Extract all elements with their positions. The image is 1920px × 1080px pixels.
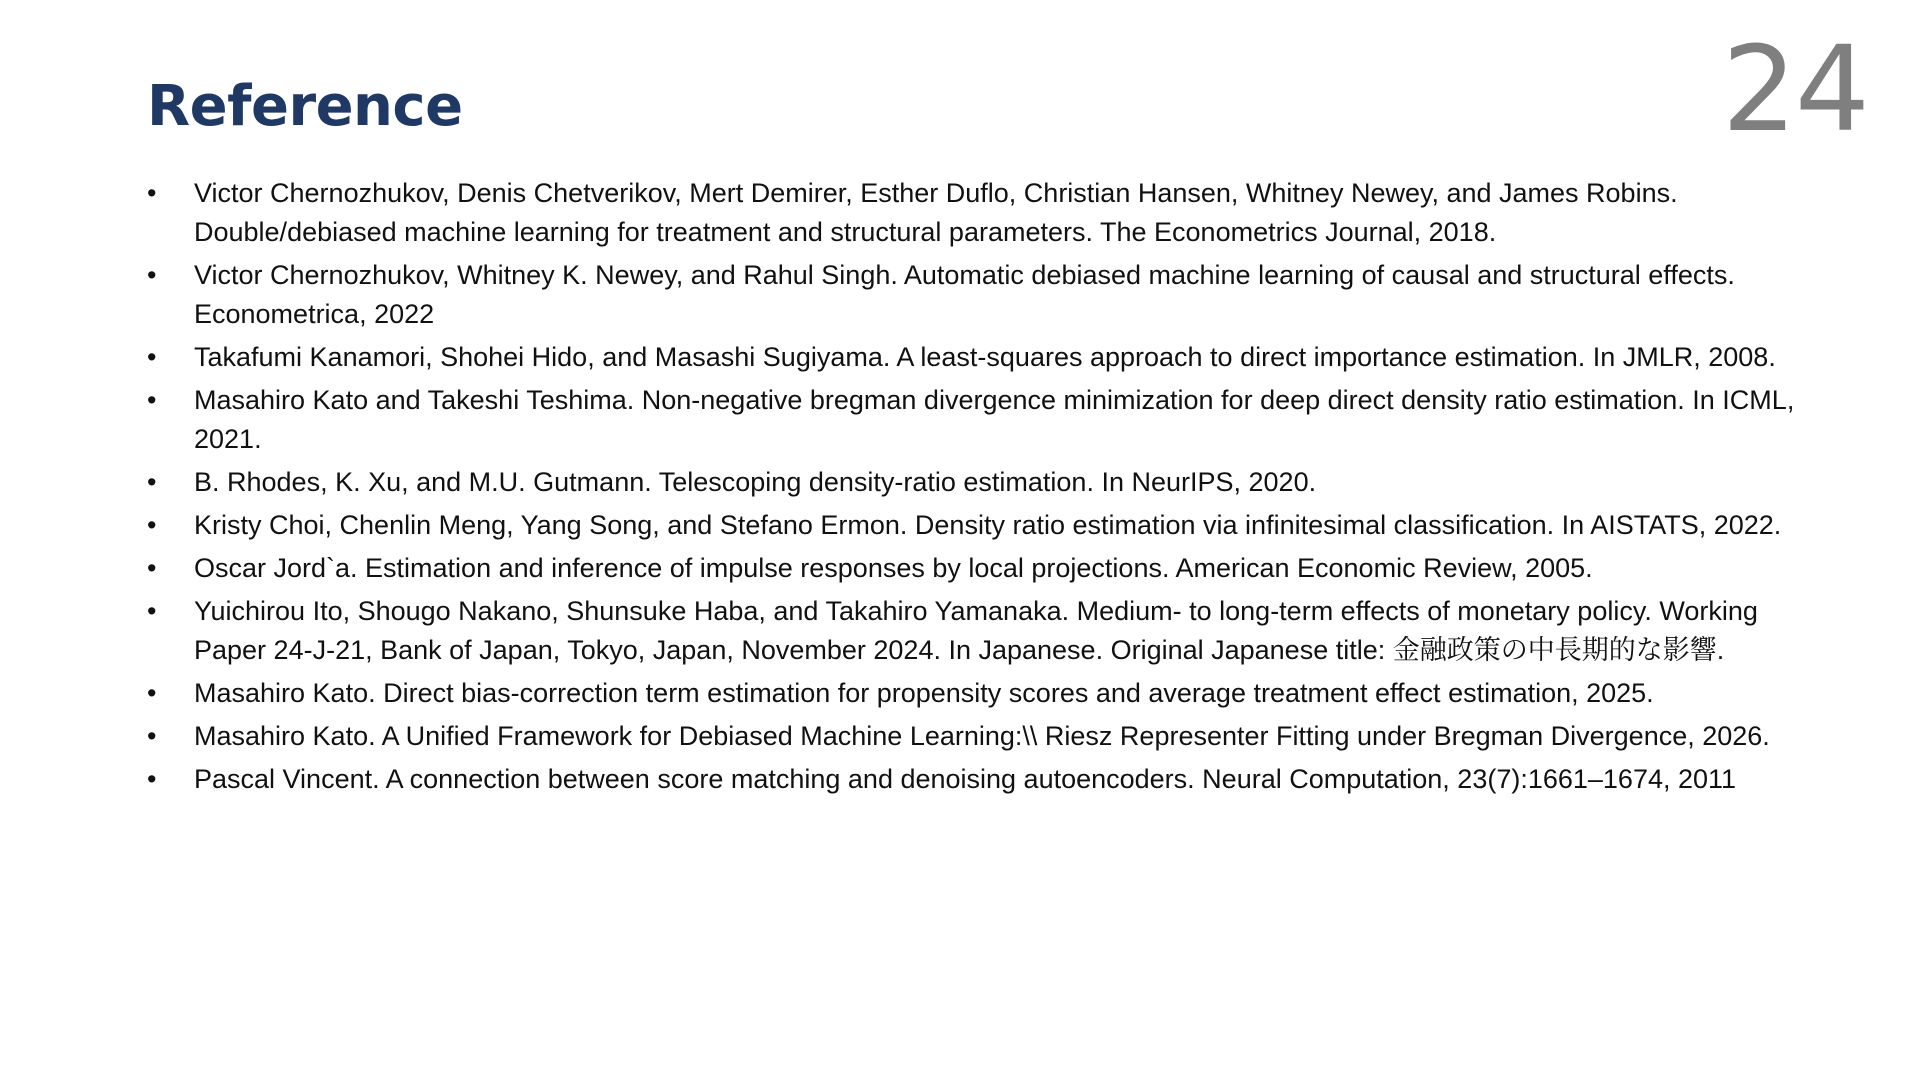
- reference-item: [147, 463, 1807, 502]
- reference-list: [147, 174, 1807, 803]
- bullet-icon: •: [147, 678, 157, 708]
- reference-item: [147, 717, 1807, 756]
- reference-item: [147, 338, 1807, 377]
- bullet-icon: •: [147, 510, 157, 540]
- reference-text: Victor Chernozhukov, Denis Chetverikov, Mert Demirer, Esther Duflo, Christian Hansen, Whitney Newey, and James Robins. Double/debiased machine learning for treatment and structural parameters. The Econometrics Journal, 2018.: [194, 178, 1678, 247]
- reference-text: Victor Chernozhukov, Whitney K. Newey, and Rahul Singh. Automatic debiased machine learning of causal and structural effects. Econometrica, 2022: [194, 260, 1735, 329]
- reference-text: Pascal Vincent. A connection between score matching and denoising autoencoders. Neural Computation, 23(7):1661–1674, 2011: [194, 764, 1737, 794]
- bullet-icon: •: [147, 178, 157, 208]
- reference-item: [147, 174, 1807, 252]
- reference-text: Masahiro Kato. Direct bias-correction term estimation for propensity scores and average treatment effect estimation, 2025.: [194, 678, 1654, 708]
- reference-text: Yuichirou Ito, Shougo Nakano, Shunsuke Haba, and Takahiro Yamanaka. Medium- to long-term effects of monetary policy. Working Paper 24-J-21, Bank of Japan, Tokyo, Japan, November 2024. In Japanese. Original Japanese title: 金融政策の中長期的な影響.: [194, 596, 1758, 665]
- reference-text: Kristy Choi, Chenlin Meng, Yang Song, and Stefano Ermon. Density ratio estimation via infinitesimal classification. In AISTATS, 2022.: [194, 510, 1782, 540]
- reference-item: [147, 256, 1807, 334]
- bullet-icon: •: [147, 260, 157, 290]
- reference-text: B. Rhodes, K. Xu, and M.U. Gutmann. Telescoping density-ratio estimation. In NeurIPS, 2020.: [194, 467, 1317, 497]
- bullet-icon: •: [147, 721, 157, 751]
- reference-text: Oscar Jord`a. Estimation and inference of impulse responses by local projections. American Economic Review, 2005.: [194, 553, 1593, 583]
- slide-title: Reference: [147, 74, 463, 139]
- reference-text: Masahiro Kato. A Unified Framework for Debiased Machine Learning:\\ Riesz Representer Fitting under Bregman Divergence, 2026.: [194, 721, 1770, 751]
- page-number: 24: [1721, 20, 1868, 158]
- bullet-icon: •: [147, 764, 157, 794]
- bullet-icon: •: [147, 553, 157, 583]
- bullet-icon: •: [147, 467, 157, 497]
- bullet-icon: •: [147, 596, 157, 626]
- reference-item: [147, 760, 1807, 799]
- reference-item: [147, 674, 1807, 713]
- bullet-icon: •: [147, 342, 157, 372]
- reference-item: [147, 381, 1807, 459]
- reference-text: Takafumi Kanamori, Shohei Hido, and Masashi Sugiyama. A least-squares approach to direct importance estimation. In JMLR, 2008.: [194, 342, 1776, 372]
- bullet-icon: •: [147, 385, 157, 415]
- reference-item: [147, 549, 1807, 588]
- reference-item: [147, 506, 1807, 545]
- reference-item: [147, 592, 1807, 670]
- reference-text: Masahiro Kato and Takeshi Teshima. Non-negative bregman divergence minimization for deep direct density ratio estimation. In ICML, 2021.: [194, 385, 1795, 454]
